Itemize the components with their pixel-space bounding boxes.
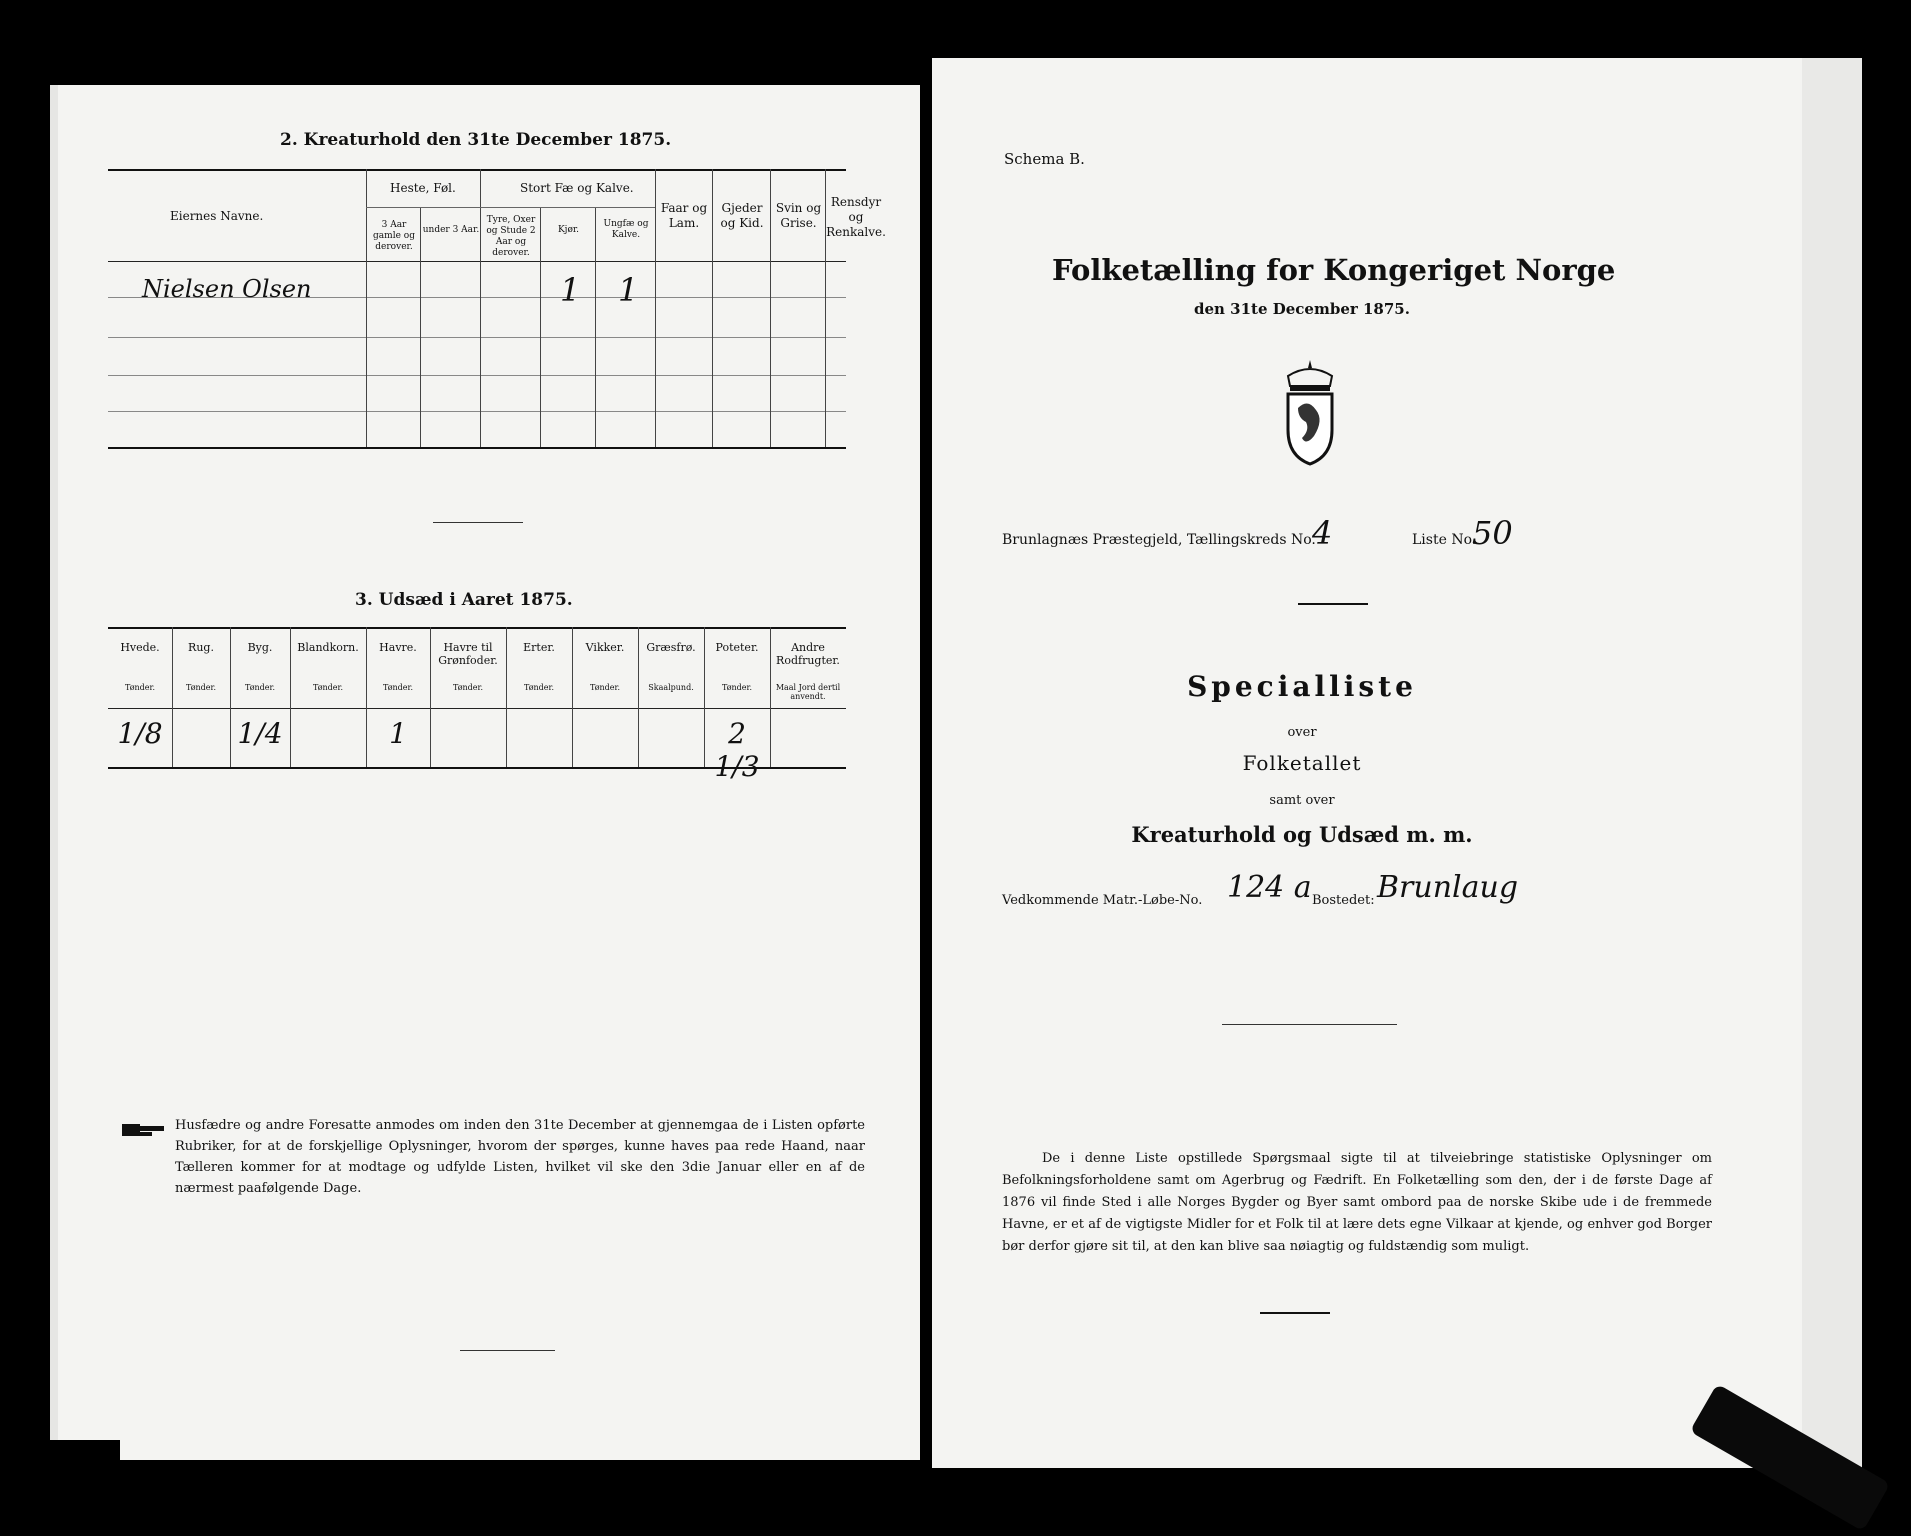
cows-value: 1 [560, 271, 581, 309]
livestock-row-rule [108, 375, 846, 376]
schema-label: Schema B. [1004, 150, 1085, 168]
folketallet-text: Folketallet [1242, 751, 1362, 775]
livestock-header-rule [108, 261, 846, 262]
col-separator [540, 207, 541, 447]
seed-value-4: 1 [389, 717, 407, 750]
right-page-edge [1802, 58, 1862, 1468]
group-sub-rule [366, 207, 655, 208]
owner-name-handwritten: Nielsen Olsen [142, 275, 312, 303]
header-cattle: Stort Fæ og Kalve. [520, 181, 634, 195]
seed-unit-7: Tønder. [589, 683, 621, 692]
seed-unit-5: Tønder. [452, 683, 484, 692]
bosted-label: Bostedet: [1312, 893, 1375, 908]
main-subtitle: den 31te December 1875. [1194, 300, 1410, 318]
seed-unit-0: Tønder. [124, 683, 156, 692]
col-separator [480, 169, 481, 447]
info-paragraph: De i denne Liste opstillede Spørgsmaal sigte til at tilveiebringe statistiske Oplysninger om Befolkningsforholdene samt om Agerbrug og Fædrift. En Folketælling som den, der i de første Dage af 1876 vil finde Sted i alle Norges Bygder og Byer samt ombord paa de norske Skibe ude i de fremmede Havne, er et af de vigtigste Midler for et Folk til at lære dets egne Vilkaar at kjende, og enhver god Borger bør derfor gjøre sit til, at den kan blive saa nøiagtig og fuldstændig som muligt. [1002, 1151, 1712, 1254]
seed-value-0: 1/8 [117, 717, 163, 750]
notice-text: Husfædre og andre Foresatte anmodes om inden den 31te December at gjennemgaa de i Listen opførte Rubriker, for at de forskjellige Oplysninger, hvorom der spørges, kunne haves paa rede Haand, naar Tælleren kommer for at modtage og udfylde Listen, hvilket vil ske den 3die Januar eller en af de nærmest paafølgende Dage. [175, 1118, 865, 1196]
coat-of-arms-icon [1280, 358, 1340, 468]
col-separator [366, 169, 367, 447]
header-horses-under3: under 3 Aar. [422, 225, 480, 235]
seed-unit-4: Tønder. [382, 683, 414, 692]
col-separator [770, 169, 771, 447]
header-sheep: Faar og Lam. [660, 201, 708, 230]
seed-header-0: Hvede. [120, 641, 160, 654]
seed-unit-6: Tønder. [523, 683, 555, 692]
matr-label: Vedkommende Matr.-Løbe-No. [1002, 893, 1203, 908]
header-cattle-young: Ungfæ og Kalve. [603, 219, 649, 240]
left-page [50, 85, 920, 1460]
divider [1298, 603, 1368, 605]
seed-header-10: Andre Rodfrugter. [776, 641, 840, 667]
seed-header-7: Vikker. [585, 641, 625, 654]
header-owner: Eiernes Navne. [170, 209, 264, 223]
seed-header-rule [108, 708, 846, 709]
divider [460, 1350, 555, 1351]
seed-unit-9: Tønder. [721, 683, 753, 692]
col-separator [595, 207, 596, 447]
header-pigs: Svin og Grise. [775, 201, 822, 230]
header-horses-3plus: 3 Aar gamle og derover. [373, 220, 415, 252]
main-title: Folketælling for Kongeriget Norge [1052, 253, 1616, 287]
divider [433, 522, 523, 523]
col-separator [420, 207, 421, 447]
left-page-edge [50, 85, 58, 1460]
header-cattle-cows: Kjør. [557, 225, 580, 235]
seed-title: 3. Udsæd i Aaret 1875. [355, 590, 573, 610]
livestock-title: 2. Kreaturhold den 31te December 1875. [280, 130, 672, 150]
samt-over-text: samt over [1269, 793, 1335, 808]
col-separator [655, 169, 656, 447]
seed-header-1: Rug. [188, 641, 214, 654]
header-reindeer: Rensdyr og Renkalve. [826, 195, 886, 239]
matr-no: 124 a [1227, 870, 1312, 905]
livestock-row-rule [108, 411, 846, 412]
seed-unit-2: Tønder. [244, 683, 276, 692]
kreaturhold-text: Kreaturhold og Udsæd m. m. [1131, 822, 1473, 847]
list-no: 50 [1472, 514, 1513, 552]
pointing-hand-icon [122, 1120, 166, 1140]
seed-unit-8: Skaalpund. [648, 683, 694, 692]
district-no: 4 [1312, 514, 1333, 552]
seed-header-5: Havre til Grønfoder. [438, 641, 498, 667]
list-label: Liste No. [1412, 532, 1477, 548]
seed-top-rule [108, 627, 846, 629]
seed-unit-1: Tønder. [185, 683, 217, 692]
header-horses: Heste, Føl. [390, 181, 456, 195]
seed-value-9: 2 1/3 [714, 717, 760, 783]
seed-header-6: Erter. [523, 641, 555, 654]
divider [1260, 1312, 1330, 1314]
seed-unit-3: Tønder. [312, 683, 344, 692]
bosted-value: Brunlaug [1377, 870, 1519, 905]
young-cattle-value: 1 [618, 271, 639, 309]
header-cattle-bulls: Tyre, Oxer og Stude 2 Aar og derover. [486, 215, 536, 258]
livestock-top-rule [108, 169, 846, 171]
specialliste-heading: Specialliste [1187, 670, 1417, 703]
parish-line: Brunlagnæs Præstegjeld, Tællingskreds No. [1002, 532, 1316, 548]
seed-header-9: Poteter. [715, 641, 759, 654]
over-text: over [1287, 725, 1317, 740]
header-goats: Gjeder og Kid. [720, 201, 764, 230]
seed-header-4: Havre. [379, 641, 417, 654]
seed-header-3: Blandkorn. [297, 641, 359, 654]
divider [1222, 1024, 1397, 1025]
seed-unit-10: Maal Jord dertil anvendt. [775, 683, 841, 701]
seed-header-8: Græsfrø. [646, 641, 696, 654]
dark-corner [0, 1440, 120, 1536]
livestock-row-rule [108, 337, 846, 338]
right-page [932, 58, 1862, 1468]
col-separator [712, 169, 713, 447]
livestock-bottom-rule [108, 447, 846, 449]
seed-value-2: 1/4 [237, 717, 283, 750]
seed-header-2: Byg. [247, 641, 273, 654]
